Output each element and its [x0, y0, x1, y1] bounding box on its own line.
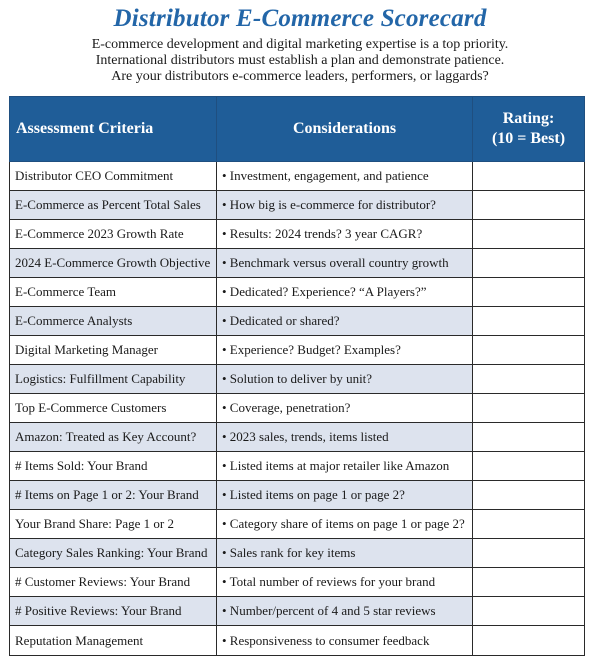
criteria-cell: Category Sales Ranking: Your Brand	[10, 539, 217, 568]
criteria-cell: Digital Marketing Manager	[10, 336, 217, 365]
criteria-cell: E-Commerce Team	[10, 278, 217, 307]
scorecard-subtitle	[0, 37, 600, 85]
consideration-cell: • Results: 2024 trends? 3 year CAGR?	[217, 220, 473, 249]
consideration-cell: • How big is e-commerce for distributor?	[217, 191, 473, 220]
table-row	[10, 365, 585, 394]
rating-cell[interactable]	[473, 191, 585, 220]
subtitle-line: Are your distributors e-commerce leaders, performers, or laggards?	[111, 69, 489, 84]
header-assessment-criteria: Assessment Criteria	[10, 97, 217, 162]
consideration-cell: • 2023 sales, trends, items listed	[217, 423, 473, 452]
criteria-cell: Your Brand Share: Page 1 or 2	[10, 510, 217, 539]
criteria-cell: Distributor CEO Commitment	[10, 162, 217, 191]
subtitle-line: International distributors must establish a plan and demonstrate patience.	[95, 53, 505, 68]
consideration-cell: • Dedicated? Experience? “A Players?”	[217, 278, 473, 307]
rating-cell[interactable]	[473, 597, 585, 626]
criteria-cell: Top E-Commerce Customers	[10, 394, 217, 423]
rating-cell[interactable]	[473, 278, 585, 307]
header-considerations: Considerations	[217, 97, 473, 162]
criteria-cell: # Items Sold: Your Brand	[10, 452, 217, 481]
table-row	[10, 481, 585, 510]
criteria-cell: Amazon: Treated as Key Account?	[10, 423, 217, 452]
consideration-cell: • Solution to deliver by unit?	[217, 365, 473, 394]
criteria-cell: Logistics: Fulfillment Capability	[10, 365, 217, 394]
consideration-cell: • Number/percent of 4 and 5 star reviews	[217, 597, 473, 626]
rating-cell[interactable]	[473, 539, 585, 568]
table-row	[10, 394, 585, 423]
consideration-cell: • Sales rank for key items	[217, 539, 473, 568]
criteria-cell: E-Commerce 2023 Growth Rate	[10, 220, 217, 249]
criteria-cell: # Customer Reviews: Your Brand	[10, 568, 217, 597]
table-body	[10, 162, 585, 656]
consideration-cell: • Dedicated or shared?	[217, 307, 473, 336]
rating-cell[interactable]	[473, 510, 585, 539]
consideration-cell: • Investment, engagement, and patience	[217, 162, 473, 191]
header-rating-line: Rating:	[502, 110, 555, 127]
criteria-cell: E-Commerce Analysts	[10, 307, 217, 336]
criteria-cell: Reputation Management	[10, 626, 217, 656]
table-header-row	[10, 97, 585, 162]
consideration-cell: • Listed items on page 1 or page 2?	[217, 481, 473, 510]
table-row	[10, 249, 585, 278]
rating-cell[interactable]	[473, 220, 585, 249]
consideration-cell: • Listed items at major retailer like Amazon	[217, 452, 473, 481]
consideration-cell: • Total number of reviews for your brand	[217, 568, 473, 597]
rating-cell[interactable]	[473, 481, 585, 510]
subtitle-line: E-commerce development and digital marketing expertise is a top priority.	[91, 37, 509, 52]
table-row	[10, 568, 585, 597]
table-row	[10, 423, 585, 452]
table-row	[10, 597, 585, 626]
criteria-cell: E-Commerce as Percent Total Sales	[10, 191, 217, 220]
consideration-cell: • Category share of items on page 1 or page 2?	[217, 510, 473, 539]
header-rating-line: (10 = Best)	[491, 130, 566, 147]
consideration-cell: • Responsiveness to consumer feedback	[217, 626, 473, 656]
header-rating	[473, 97, 585, 162]
rating-cell[interactable]	[473, 423, 585, 452]
table-row	[10, 510, 585, 539]
table-row	[10, 307, 585, 336]
criteria-cell: # Positive Reviews: Your Brand	[10, 597, 217, 626]
rating-cell[interactable]	[473, 307, 585, 336]
table-row	[10, 336, 585, 365]
table-row	[10, 278, 585, 307]
table-row	[10, 626, 585, 656]
scorecard-title: Distributor E-Commerce Scorecard	[113, 5, 487, 32]
rating-cell[interactable]	[473, 249, 585, 278]
criteria-cell: 2024 E-Commerce Growth Objective	[10, 249, 217, 278]
rating-cell[interactable]	[473, 626, 585, 656]
rating-cell[interactable]	[473, 394, 585, 423]
table-row	[10, 539, 585, 568]
rating-cell[interactable]	[473, 336, 585, 365]
scorecard-table	[9, 96, 585, 656]
rating-cell[interactable]	[473, 162, 585, 191]
criteria-cell: # Items on Page 1 or 2: Your Brand	[10, 481, 217, 510]
consideration-cell: • Benchmark versus overall country growth	[217, 249, 473, 278]
table-row	[10, 220, 585, 249]
consideration-cell: • Coverage, penetration?	[217, 394, 473, 423]
table-row	[10, 162, 585, 191]
rating-cell[interactable]	[473, 365, 585, 394]
rating-cell[interactable]	[473, 452, 585, 481]
consideration-cell: • Experience? Budget? Examples?	[217, 336, 473, 365]
table-row	[10, 191, 585, 220]
rating-cell[interactable]	[473, 568, 585, 597]
table-row	[10, 452, 585, 481]
